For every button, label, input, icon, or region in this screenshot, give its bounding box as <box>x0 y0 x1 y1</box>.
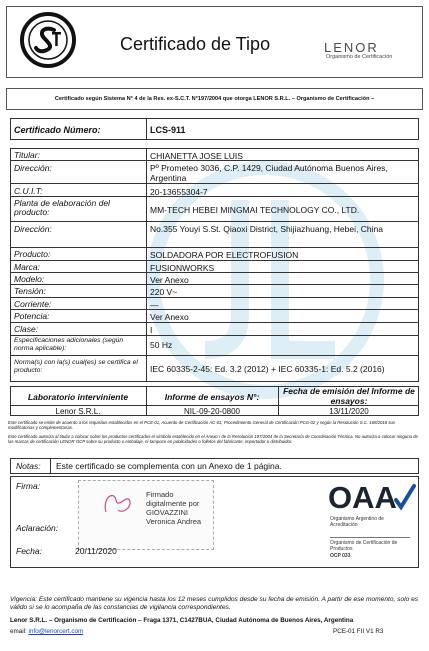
lenor-logo: LENOR <box>324 40 379 55</box>
cert-number-value: LCS-911 <box>150 125 186 135</box>
producto-value: SOLDADORA POR ELECTROFUSION <box>150 250 299 260</box>
potencia-label: Potencia: <box>14 311 50 321</box>
titular-label: Titular: <box>14 150 40 160</box>
legal-paragraph-1: Este certificado se emite de acuerdo a los requisitos establecidos en el PCE-01, Acuerdo de Certificación AC-01, Procedimiento General de Certificación PCG-02 y según la Resolución S.C. 169/2018 sus modificatorias y complementarias. <box>8 420 396 431</box>
notes-label: Notas: <box>16 461 41 471</box>
modelo-label: Modelo: <box>14 274 45 284</box>
planta-value: MM-TECH HEBEI MINGMAI TECHNOLOGY CO., LTD. <box>150 205 360 215</box>
marca-value: FUSIONWORKS <box>150 263 215 273</box>
legal-paragraph-2: Este certificado autoriza al titular a colocar sobre los productos certificados el símbolo establecido en el Anexo I de la Resolución 197/2004 de la Secretaría de Coordinación Técnica. No autoriza a colocar ninguna de las marcas de certificación LENOR OCP sobre su producto o embalaje, ni tampoco en publicidades o folletos del fabricante, importador o distribuidor. <box>8 434 418 445</box>
planta-label: Planta de elaboración del producto: <box>14 198 110 217</box>
lab-value-fecha: 13/11/2020 <box>329 407 369 416</box>
vigencia-text: Vigencia: Este certificado mantiene su vigencia hasta los 12 meses cumplidos desde su fecha de emisión. A partir de ese momento, solo es válido si se lo acompaña de las constancias de vigilancia correspondientes. <box>10 596 419 611</box>
direccion-value: Pº Prometeo 3036, C.P. 1429, Ciudad Autónoma Buenos Aires, Argentina <box>150 163 388 183</box>
lab-header-informe: Informe de ensayos N°: <box>164 392 260 402</box>
normas-value: IEC 60335-2-45: Ed. 3.2 (2012) + IEC 60335-1: Ed. 5.2 (2016) <box>150 364 385 374</box>
normas-label: Norma(s) con la(s) cual(es) se certifica el producto: <box>14 359 138 374</box>
clase-value: I <box>150 325 153 335</box>
tension-value: 220 V~ <box>150 287 178 297</box>
svg-text:OAA: OAA <box>328 480 397 515</box>
lab-header-laboratorio: Laboratorio interviniente <box>27 392 129 402</box>
signature-mark-icon <box>100 488 134 518</box>
lenor-subtitle: Organismo de Certificación <box>326 54 393 60</box>
notes-value: Este certificado se complementa con un Anexo de 1 página. <box>56 461 282 471</box>
modelo-value: Ver Anexo <box>150 275 189 285</box>
document-title: Certificado de Tipo <box>120 34 271 54</box>
oaa-line1: Organismo Argentino de Acreditación <box>330 516 384 528</box>
form-code: PCE-01 FII V1 R3 <box>333 628 384 635</box>
marca-label: Marca: <box>14 262 40 272</box>
cuit-value: 20-13655304-7 <box>150 187 208 197</box>
digital-signature-text: Firmado digitalmente por GIOVAZZINI Veronica Andrea <box>146 490 202 526</box>
certification-scheme-line: Certificado según Sistema N° 4 de la Res. ex-S.C.T. N°197/2004 que otorga LENOR S.R.L. – Organismo de Certificación – <box>6 88 423 110</box>
oaa-line3: OCP 033 <box>330 553 351 559</box>
aclaracion-label: Aclaración: <box>16 523 59 533</box>
footer-email <box>10 628 83 635</box>
s-mark-seal-icon <box>20 12 76 68</box>
producto-label: Producto: <box>14 249 51 259</box>
footer-address: Lenor S.R.L. – Organismo de Certificación – Fraga 1371, C1427BUA, Ciudad Autónoma de Buenos Aires, Argentina <box>10 617 354 624</box>
clase-label: Clase: <box>14 324 39 334</box>
cert-number-label: Certificado Número: <box>14 125 101 135</box>
oaa-logo-icon <box>326 476 416 516</box>
email-label: email: <box>10 628 27 635</box>
tension-label: Tensión: <box>14 286 46 296</box>
corriente-value: — <box>150 300 159 310</box>
potencia-value: Ver Anexo <box>150 312 189 322</box>
lab-header-fecha: Fecha de emisión del Informe de ensayos: <box>283 386 415 406</box>
especificaciones-label: Especificaciones adicionales (según norma aplicable): <box>14 337 124 352</box>
lab-value-laboratorio: Lenor S.R.L. <box>55 407 101 416</box>
titular-value: CHIANETTA JOSE LUIS <box>150 151 243 161</box>
direccion-label: Dirección: <box>14 163 52 173</box>
lab-value-informe: NIL-09-20-0800 <box>183 407 241 416</box>
direccion2-value: No.355 Youyi S.St. Qiaoxi District, Shijiazhuang, Hebei, China <box>150 224 383 234</box>
fecha-label: Fecha: <box>16 546 42 556</box>
oaa-line2: Organismo de Certificación de Productos <box>330 540 398 552</box>
email-link[interactable]: info@lenorcert.com <box>28 628 84 635</box>
especificaciones-value: 50 Hz <box>150 340 173 350</box>
direccion2-label: Dirección: <box>14 224 52 234</box>
fecha-value: 20/11/2020 <box>75 546 117 556</box>
firma-label: Firma: <box>16 481 41 491</box>
cuit-label: C.U.I.T: <box>14 186 43 196</box>
corriente-label: Corriente: <box>14 299 52 309</box>
